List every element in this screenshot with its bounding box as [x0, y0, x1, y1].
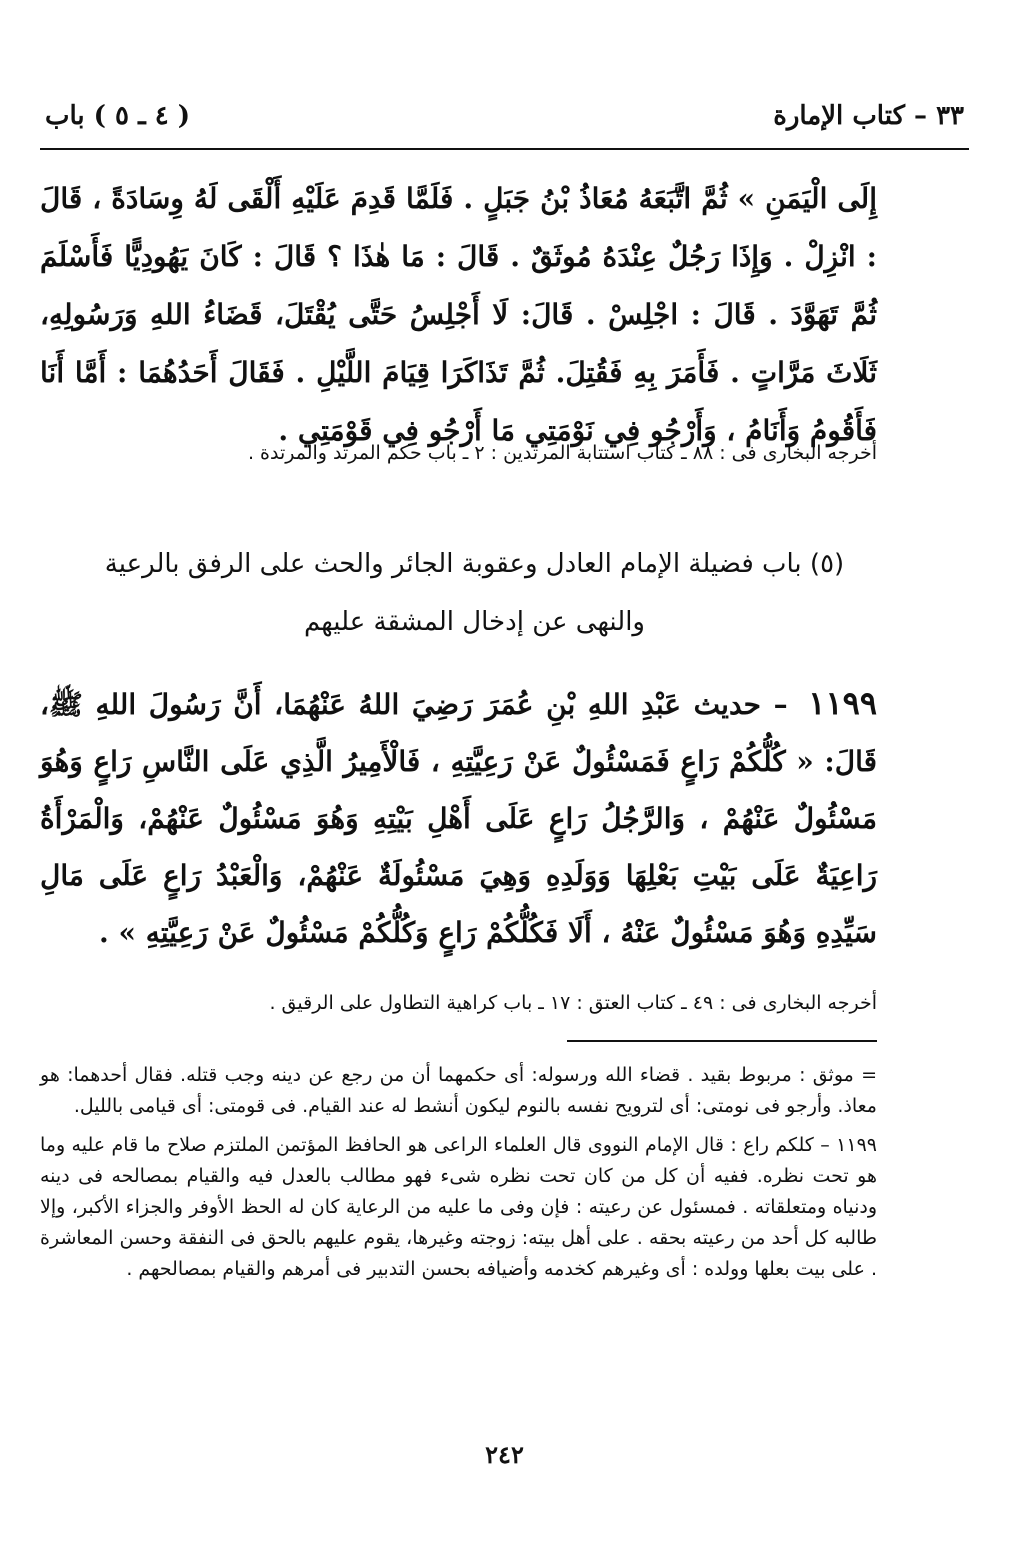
chapter-heading-line-1: (٥) باب فضيلة الإمام العادل وعقوبة الجائر والحث على الرفق بالرعية [104, 549, 845, 579]
footnote-divider [567, 1040, 877, 1042]
narration-paragraph: إِلَى الْيَمَنِ » ثُمَّ اتَّبَعَهُ مُعَاذُ بْنُ جَبَلٍ . فَلَمَّا قَدِمَ عَلَيْهِ أَلْقَى لَهُ وِسَادَةً ، قَالَ : انْزِلْ . وَإِذَا رَجُلٌ عِنْدَهُ مُوثَقٌ . قَالَ : مَا هٰذَا ؟ قَالَ : كَانَ يَهُودِيًّا فَأَسْلَمَ ثُمَّ تَهَوَّدَ . قَالَ : اجْلِسْ . قَالَ: لَا أَجْلِسُ حَتَّى يُقْتَلَ، قَضَاءُ اللهِ وَرَسُولِهِ، ثَلَاثَ مَرَّاتٍ . فَأَمَرَ بِهِ فَقُتِلَ. ثُمَّ تَذَاكَرَا قِيَامَ اللَّيْلِ . فَقَالَ أَحَدُهُمَا : أَمَّا أَنَا فَأَقُومُ وَأَنَامُ ، وَأَرْجُو فِي نَوْمَتِي مَا أَرْجُو فِي قَوْمَتِي . [40, 182, 877, 447]
footnotes [40, 1060, 877, 1293]
header-divider [40, 148, 969, 150]
source-reference: أخرجه البخارى فى : ٨٨ ـ كتاب استتابة المرتدين : ٢ ـ باب حكم المرتد والمرتدة . [247, 442, 877, 464]
footnote: = موثق : مربوط بقيد . قضاء الله ورسوله: أى حكمهما أن من رجع عن دينه وجب قتله. فقال أحدهما: هو معاذ. وأرجو فى نومتى: أى لترويح نفسه بالنوم ليكون أنشط له عند القيام. فى قومتى: أى قيامى بالليل. [40, 1064, 877, 1117]
source-reference: أخرجه البخارى فى : ٤٩ ـ كتاب العتق : ١٧ ـ باب كراهية التطاول على الرقيق . [269, 992, 877, 1014]
footnote: ١١٩٩ – كلكم راع : قال الإمام النووى قال العلماء الراعى هو الحافظ المؤتمن الملتزم صلاح ما قام عليه وما هو تحت نظره. ففيه أن كل من كان تحت نظره شىء فهو مطالب بالعدل فيه والقيام بمصالحه فى دينه ودنياه ومتعلقاته . فمسئول عن رعيته : فإن وفى ما عليه من الرعاية كان له الحظ الأوفر والجزاء الأكبر، وإلا طالبه كل أحد من رعيته بحقه . على أهل بيته: زوجته وغيرها، يقوم عليهم بالحق فى النفقة وحسن المعاشرة . على بيت بعلها وولده : أى وغيرهم كخدمه وأضيافه بحسن التدبير فى أمرهم والقيام بمصالحهم . [40, 1134, 877, 1280]
page-number: ٢٤٢ [485, 1440, 524, 1469]
hadith-text: – حديث عَبْدِ اللهِ بْنِ عُمَرَ رَضِيَ اللهُ عَنْهُمَا، أَنَّ رَسُولَ اللهِ ﷺ، قَالَ: « كُلُّكُمْ رَاعٍ فَمَسْئُولٌ عَنْ رَعِيَّتِهِ ، فَالْأَمِيرُ الَّذِي عَلَى النَّاسِ رَاعٍ وَهُوَ مَسْئُولٌ عَنْهُمْ ، وَالرَّجُلُ رَاعٍ عَلَى أَهْلِ بَيْتِهِ وَهُوَ مَسْئُولٌ عَنْهُمْ، وَالْمَرْأَةُ رَاعِيَةٌ عَلَى بَيْتِ بَعْلِهَا وَوَلَدِهِ وَهِيَ مَسْئُولَةٌ عَنْهُمْ، وَالْعَبْدُ رَاعٍ عَلَى مَالِ سَيِّدِهِ وَهُوَ مَسْئُولٌ عَنْهُ ، أَلَا فَكُلُّكُمْ رَاعٍ وَكُلُّكُمْ مَسْئُولٌ عَنْ رَعِيَّتِهِ » . [40, 688, 878, 949]
hadith-block [40, 675, 877, 961]
chapter-heading [80, 535, 869, 651]
running-head [45, 96, 964, 136]
chapter-heading-line-2: والنهى عن إدخال المشقة عليهم [304, 607, 645, 637]
hadith-number: ١١٩٩ [808, 684, 878, 722]
running-head-title: ٣٣ – كتاب الإمارة [773, 101, 964, 131]
running-head-section: ( ٤ ـ ٥ ) باب [45, 101, 191, 131]
